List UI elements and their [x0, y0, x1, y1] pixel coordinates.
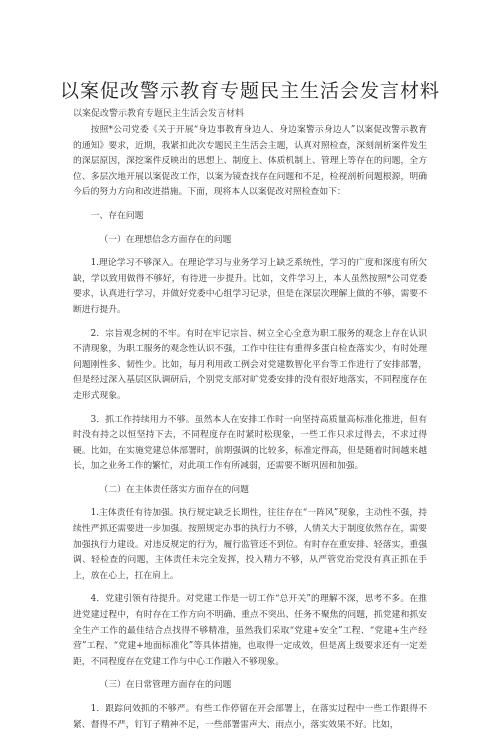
body-paragraph: 4．党建引领有待提升。对党建工作是一切工作“总开关”的理解不深，思考不多。在推进党建过程中，有时存在工作方向不明确、重点不突出、任务不聚焦的问题，抓党建和抓安全生产工作的最佳结合点找得不够精准，虽然我们采取“党建+安全”工程、“党建+生产经营”工程、“党建+地面标准化”等具体措施，也取得一定成效，但是离上级要求还有一定差距，不同程度存在党建工作与中心工作融入不够现象。 — [73, 594, 427, 667]
intro-paragraph: 按照*公司党委《关于开展“身边事教育身边人、身边案警示身边人”以案促改警示教育的通知》要求，近期，我紧扣此次专题民主生活会主题，认真对照检查，深刻剖析案件发生的深层原因，深挖案件反映出的思想上、制度上、体质机制上、管理上等存在的问题，全方位、多层次地开展以案促改工作，以案为镜查找存在问题和不足，检视剖析问题根源，明确今后的努力方向和改进措施。下面，现将本人以案促改对照检查如下： — [73, 125, 427, 198]
subsection-heading: （二）在主体责任落实方面存在的问题 — [99, 484, 249, 495]
body-paragraph: 2．宗旨观念树的不牢。有时在牢记宗旨、树立全心全意为职工服务的观念上存在认识不清现象，为职工服务的观念性认识不强，工作中往往有重得多蛋白检查落实少，有时处理问题刚性多、韧性少。比如，每月利用政工例会对党建数智化平台等工作进行了安排部署，但是经过深入基层区队调研后，个别党支部对旷党委安排的没有很好地落实，不同程度存在走形式现象。 — [73, 328, 427, 401]
body-paragraph: 3．抓工作持续用力不够。虽然本人在安排工作时一向坚持高质量高标准化推进，但有时没有持之以恒坚持下去，不同程度存在时紧时松现象，一些工作只求过得去，不求过得硬。比如，在实施党建总体部署时，前期强调的比较多，标准定得高，但是随着时间越来越长，加之业务工作的繁忙，对此项工作有所减弱，还需要不断巩固和加强。 — [73, 414, 427, 472]
body-paragraph: 1.理论学习不够深入。在理论学习与业务学习上缺乏系统性，学习的广度和深度有所欠缺，学以致用做得不够好，有待进一步提升。比如，文件学习上，本人虽然按照*公司党委要求，认真进行学习，并做好党委中心组学习记录，但是在深层次理解上做的不够，需要不断进行提升。 — [73, 258, 427, 315]
document-body — [73, 123, 427, 741]
subsection-heading: （三）在日常管理方面存在的问题 — [99, 680, 232, 691]
section-heading: 一、存在问题 — [90, 210, 144, 221]
subsection-heading: （一）在理想信念方面存在的问题 — [99, 234, 232, 245]
body-paragraph: 1.主体责任有待加强。执行规定缺乏长期性，往往存在“一阵风”现象，主动性不强，持续性严抓还需要进一步加强。按照规定办事的执行力不够，人情关大于制度依然存在，需要加强执行力建设。对违反规定的行为，履行监管还不到位。有时存在重安排、轻落实，重强调、轻检查的问题，主体责任未完全发挥，投入精力不够，从严管党治党没有真正抓在手上，放在心上，扛在肩上。 — [73, 508, 427, 581]
document-subtitle: 以案促改警示教育专题民主生活会发言材料 — [73, 109, 245, 119]
body-paragraph: 1．跟踪问效抓的不够严。有些工作停留在开会部署上，在落实过程中一些工作跟得不紧、督得不严，钉钉子精神不足，一些部署雷声大、雨点小，落实效果不好。比如， — [73, 704, 427, 730]
document-title: 以案促改警示教育专题民主生活会发言材料 — [59, 80, 440, 102]
